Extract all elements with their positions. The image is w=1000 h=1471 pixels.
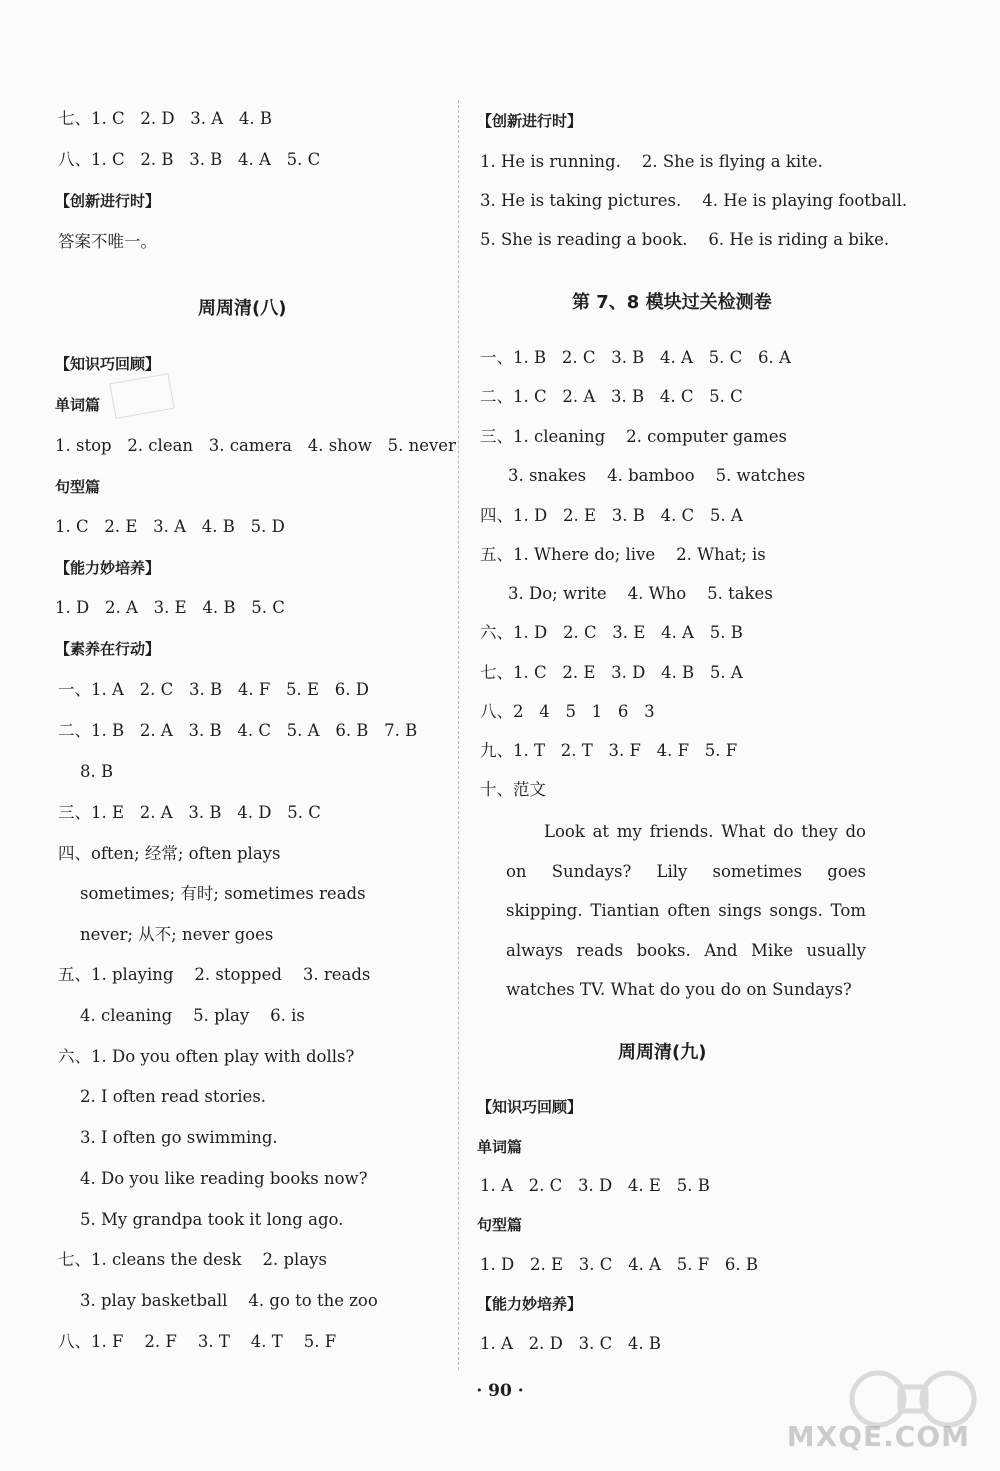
answer-line: 八、2 4 5 1 6 3 <box>480 702 655 721</box>
subsection-heading: 单词篇 <box>55 396 101 414</box>
answer-line: 五、1. playing 2. stopped 3. reads <box>58 965 371 984</box>
subsection-heading: 单词篇 <box>477 1138 523 1156</box>
section-title: 周周清(九) <box>618 1042 707 1063</box>
answer-line: 1. stop 2. clean 3. camera 4. show 5. never <box>55 436 456 455</box>
section-heading: 【能力妙培养】 <box>55 559 161 577</box>
answer-line: 3. He is taking pictures. 4. He is playing football. <box>480 191 908 210</box>
answer-line: 4. Do you like reading books now? <box>80 1169 368 1188</box>
answer-line: 十、范文 <box>480 780 546 799</box>
answer-line: 3. play basketball 4. go to the zoo <box>80 1291 378 1310</box>
stamp-mark <box>109 373 174 419</box>
answer-line: 四、often; 经常; often plays <box>58 844 281 863</box>
answer-line: 8. B <box>80 762 114 781</box>
page-number: · 90 · <box>476 1381 524 1401</box>
answer-line: never; 从不; never goes <box>80 925 274 944</box>
answer-line: 2. I often read stories. <box>80 1087 267 1106</box>
answer-line: 八、1. F 2. F 3. T 4. T 5. F <box>58 1332 337 1351</box>
subsection-heading: 句型篇 <box>55 478 101 496</box>
answer-line: 4. cleaning 5. play 6. is <box>80 1006 305 1025</box>
answer-line: 七、1. cleans the desk 2. plays <box>58 1250 327 1269</box>
answer-line: 1. D 2. E 3. C 4. A 5. F 6. B <box>480 1255 758 1274</box>
answer-line: 3. snakes 4. bamboo 5. watches <box>508 466 806 485</box>
section-heading: 【知识巧回顾】 <box>55 355 161 373</box>
section-heading: 【知识巧回顾】 <box>477 1098 583 1116</box>
answer-line: 三、1. cleaning 2. computer games <box>480 427 787 446</box>
answer-line: sometimes; 有时; sometimes reads <box>80 884 366 903</box>
answer-line: 1. A 2. C 3. D 4. E 5. B <box>480 1176 710 1195</box>
section-title: 第 7、8 模块过关检测卷 <box>572 292 772 313</box>
answer-line: 九、1. T 2. T 3. F 4. F 5. F <box>480 741 738 760</box>
answer-line: 5. She is reading a book. 6. He is riding a bike. <box>480 230 890 249</box>
answer-line: 六、1. D 2. C 3. E 4. A 5. B <box>480 623 743 642</box>
answer-line: 五、1. Where do; live 2. What; is <box>480 545 766 564</box>
answer-line: 1. D 2. A 3. E 4. B 5. C <box>55 598 285 617</box>
column-divider <box>458 100 459 1370</box>
answer-line: 3. I often go swimming. <box>80 1128 278 1147</box>
section-heading: 【能力妙培养】 <box>477 1295 583 1313</box>
answer-line: 八、1. C 2. B 3. B 4. A 5. C <box>58 150 321 169</box>
answer-line: 三、1. E 2. A 3. B 4. D 5. C <box>58 803 321 822</box>
answer-line: 1. C 2. E 3. A 4. B 5. D <box>55 517 285 536</box>
section-heading: 【素养在行动】 <box>55 640 161 658</box>
model-essay: Look at my friends. What do they do on Sundays? Lily sometimes goes skipping. Tiantian often sings songs. Tom always reads books. And Mike usually watches TV. What do you do on Sundays? <box>506 822 866 999</box>
answer-line: 七、1. C 2. E 3. D 4. B 5. A <box>480 663 743 682</box>
section-title: 周周清(八) <box>198 298 287 319</box>
answer-line: 答案不唯一。 <box>58 232 157 251</box>
answer-line: 七、1. C 2. D 3. A 4. B <box>58 109 273 128</box>
answer-line: 1. A 2. D 3. C 4. B <box>480 1334 662 1353</box>
answer-line: 3. Do; write 4. Who 5. takes <box>508 584 773 603</box>
answer-line: 一、1. B 2. C 3. B 4. A 5. C 6. A <box>480 348 791 367</box>
answer-line: 二、1. B 2. A 3. B 4. C 5. A 6. B 7. B <box>58 721 418 740</box>
answer-line: 六、1. Do you often play with dolls? <box>58 1047 355 1066</box>
section-heading: 【创新进行时】 <box>55 192 161 210</box>
answer-line: 二、1. C 2. A 3. B 4. C 5. C <box>480 387 743 406</box>
subsection-heading: 句型篇 <box>477 1216 523 1234</box>
answer-line: 5. My grandpa took it long ago. <box>80 1210 344 1229</box>
answer-line: 一、1. A 2. C 3. B 4. F 5. E 6. D <box>58 680 369 699</box>
answer-line: 1. He is running. 2. She is flying a kite. <box>480 152 823 171</box>
section-heading: 【创新进行时】 <box>477 112 583 130</box>
answer-line: 四、1. D 2. E 3. B 4. C 5. A <box>480 506 743 525</box>
watermark-text: MXQE.COM <box>786 1420 970 1453</box>
